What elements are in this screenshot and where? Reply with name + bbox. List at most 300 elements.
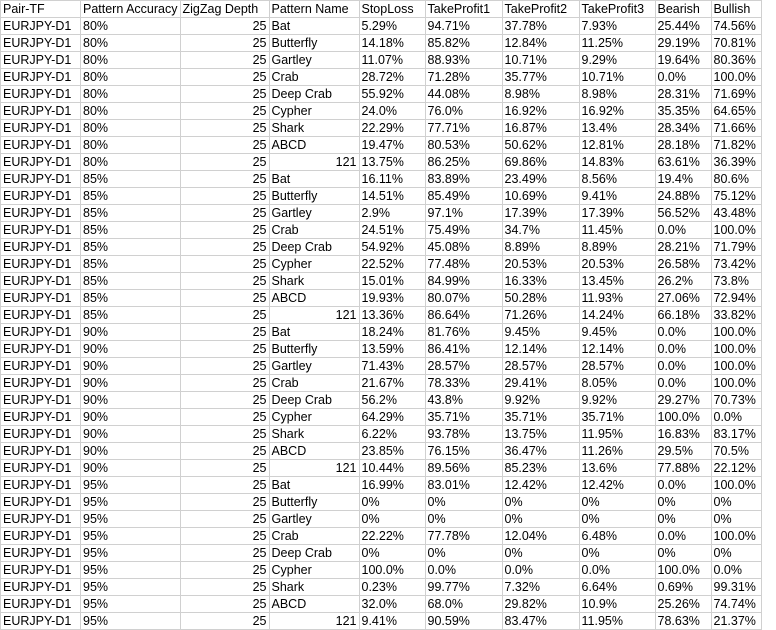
takeprofit1-cell[interactable]: 83.89% xyxy=(425,171,502,188)
takeprofit3-cell[interactable]: 35.71% xyxy=(579,409,655,426)
takeprofit3-cell[interactable]: 28.57% xyxy=(579,358,655,375)
bearish-cell[interactable]: 29.19% xyxy=(655,35,711,52)
pattern-name-cell[interactable]: Crab xyxy=(269,528,359,545)
takeprofit1-cell[interactable]: 85.49% xyxy=(425,188,502,205)
pair-tf-cell[interactable]: EURJPY-D1 xyxy=(1,290,81,307)
takeprofit1-cell[interactable]: 86.64% xyxy=(425,307,502,324)
pair-tf-cell[interactable]: EURJPY-D1 xyxy=(1,35,81,52)
bearish-cell[interactable]: 0.0% xyxy=(655,341,711,358)
bearish-cell[interactable]: 0.69% xyxy=(655,579,711,596)
takeprofit3-cell[interactable]: 6.64% xyxy=(579,579,655,596)
takeprofit3-cell[interactable]: 13.4% xyxy=(579,120,655,137)
takeprofit2-cell[interactable]: 29.82% xyxy=(502,596,579,613)
pattern-accuracy-cell[interactable]: 95% xyxy=(81,579,181,596)
takeprofit2-cell[interactable]: 7.32% xyxy=(502,579,579,596)
pair-tf-cell[interactable]: EURJPY-D1 xyxy=(1,137,81,154)
pair-tf-cell[interactable]: EURJPY-D1 xyxy=(1,528,81,545)
takeprofit2-cell[interactable]: 35.77% xyxy=(502,69,579,86)
stoploss-cell[interactable]: 16.99% xyxy=(359,477,425,494)
pattern-accuracy-cell[interactable]: 90% xyxy=(81,409,181,426)
pair-tf-cell[interactable]: EURJPY-D1 xyxy=(1,18,81,35)
takeprofit3-cell[interactable]: 0% xyxy=(579,511,655,528)
pattern-accuracy-cell[interactable]: 90% xyxy=(81,324,181,341)
pattern-accuracy-cell[interactable]: 80% xyxy=(81,86,181,103)
pair-tf-cell[interactable]: EURJPY-D1 xyxy=(1,256,81,273)
stoploss-cell[interactable]: 9.41% xyxy=(359,613,425,630)
bearish-cell[interactable]: 0.0% xyxy=(655,477,711,494)
stoploss-cell[interactable]: 18.24% xyxy=(359,324,425,341)
takeprofit1-cell[interactable]: 86.41% xyxy=(425,341,502,358)
pattern-name-cell[interactable]: Cypher xyxy=(269,409,359,426)
pattern-accuracy-cell[interactable]: 80% xyxy=(81,69,181,86)
takeprofit2-cell[interactable]: 17.39% xyxy=(502,205,579,222)
pattern-name-cell[interactable]: Deep Crab xyxy=(269,86,359,103)
zigzag-depth-cell[interactable]: 25 xyxy=(180,256,269,273)
stoploss-cell[interactable]: 100.0% xyxy=(359,562,425,579)
pattern-accuracy-cell[interactable]: 85% xyxy=(81,222,181,239)
takeprofit2-cell[interactable]: 10.71% xyxy=(502,52,579,69)
takeprofit2-cell[interactable]: 12.04% xyxy=(502,528,579,545)
pair-tf-cell[interactable]: EURJPY-D1 xyxy=(1,86,81,103)
pair-tf-cell[interactable]: EURJPY-D1 xyxy=(1,409,81,426)
takeprofit3-cell[interactable]: 16.92% xyxy=(579,103,655,120)
zigzag-depth-cell[interactable]: 25 xyxy=(180,528,269,545)
bearish-cell[interactable]: 26.2% xyxy=(655,273,711,290)
pattern-accuracy-cell[interactable]: 80% xyxy=(81,52,181,69)
zigzag-depth-cell[interactable]: 25 xyxy=(180,273,269,290)
stoploss-cell[interactable]: 19.47% xyxy=(359,137,425,154)
pattern-accuracy-cell[interactable]: 95% xyxy=(81,596,181,613)
takeprofit1-cell[interactable]: 81.76% xyxy=(425,324,502,341)
stoploss-cell[interactable]: 13.59% xyxy=(359,341,425,358)
bearish-cell[interactable]: 0% xyxy=(655,494,711,511)
pattern-accuracy-cell[interactable]: 90% xyxy=(81,375,181,392)
bearish-cell[interactable]: 0.0% xyxy=(655,222,711,239)
zigzag-depth-cell[interactable]: 25 xyxy=(180,52,269,69)
pattern-name-cell[interactable]: Deep Crab xyxy=(269,239,359,256)
pattern-accuracy-cell[interactable]: 80% xyxy=(81,103,181,120)
stoploss-cell[interactable]: 32.0% xyxy=(359,596,425,613)
bearish-cell[interactable]: 0.0% xyxy=(655,528,711,545)
stoploss-cell[interactable]: 22.52% xyxy=(359,256,425,273)
takeprofit3-cell[interactable]: 10.71% xyxy=(579,69,655,86)
stoploss-cell[interactable]: 28.72% xyxy=(359,69,425,86)
takeprofit2-cell[interactable]: 10.69% xyxy=(502,188,579,205)
takeprofit1-cell[interactable]: 80.07% xyxy=(425,290,502,307)
takeprofit1-cell[interactable]: 80.53% xyxy=(425,137,502,154)
stoploss-cell[interactable]: 0% xyxy=(359,494,425,511)
takeprofit1-cell[interactable]: 90.59% xyxy=(425,613,502,630)
pattern-accuracy-cell[interactable]: 95% xyxy=(81,528,181,545)
pair-tf-cell[interactable]: EURJPY-D1 xyxy=(1,239,81,256)
pattern-name-cell[interactable]: Cypher xyxy=(269,562,359,579)
bullish-cell[interactable]: 74.56% xyxy=(711,18,761,35)
pattern-name-cell[interactable]: Bat xyxy=(269,18,359,35)
stoploss-cell[interactable]: 0% xyxy=(359,511,425,528)
takeprofit2-cell[interactable]: 8.98% xyxy=(502,86,579,103)
takeprofit3-cell[interactable]: 8.56% xyxy=(579,171,655,188)
pair-tf-cell[interactable]: EURJPY-D1 xyxy=(1,358,81,375)
takeprofit2-cell[interactable]: 83.47% xyxy=(502,613,579,630)
takeprofit2-cell[interactable]: 8.89% xyxy=(502,239,579,256)
takeprofit3-cell[interactable]: 8.89% xyxy=(579,239,655,256)
pattern-name-cell[interactable]: Crab xyxy=(269,222,359,239)
takeprofit3-cell[interactable]: 11.93% xyxy=(579,290,655,307)
stoploss-cell[interactable]: 14.18% xyxy=(359,35,425,52)
takeprofit1-cell[interactable]: 0% xyxy=(425,494,502,511)
pattern-accuracy-cell[interactable]: 85% xyxy=(81,273,181,290)
takeprofit3-cell[interactable]: 8.05% xyxy=(579,375,655,392)
pattern-accuracy-cell[interactable]: 80% xyxy=(81,120,181,137)
stoploss-cell[interactable]: 6.22% xyxy=(359,426,425,443)
zigzag-depth-cell[interactable]: 25 xyxy=(180,188,269,205)
pair-tf-cell[interactable]: EURJPY-D1 xyxy=(1,494,81,511)
pattern-name-cell[interactable]: Gartley xyxy=(269,52,359,69)
zigzag-depth-cell[interactable]: 25 xyxy=(180,409,269,426)
bullish-cell[interactable]: 99.31% xyxy=(711,579,761,596)
pattern-accuracy-cell[interactable]: 95% xyxy=(81,494,181,511)
bullish-cell[interactable]: 0.0% xyxy=(711,562,761,579)
zigzag-depth-cell[interactable] xyxy=(180,307,269,324)
takeprofit2-cell[interactable]: 0% xyxy=(502,511,579,528)
takeprofit3-cell[interactable]: 12.42% xyxy=(579,477,655,494)
pair-tf-cell[interactable]: EURJPY-D1 xyxy=(1,426,81,443)
pattern-name-cell[interactable]: 121 xyxy=(269,307,359,324)
bullish-cell[interactable]: 73.8% xyxy=(711,273,761,290)
pattern-name-cell[interactable]: Shark xyxy=(269,579,359,596)
pattern-name-cell[interactable]: Gartley xyxy=(269,205,359,222)
pattern-name-cell[interactable]: Butterfly xyxy=(269,494,359,511)
pattern-name-cell[interactable]: ABCD xyxy=(269,137,359,154)
takeprofit2-cell[interactable]: 16.87% xyxy=(502,120,579,137)
zigzag-depth-cell[interactable]: 25 xyxy=(180,69,269,86)
header-pattern-name[interactable]: Pattern Name xyxy=(269,1,359,18)
takeprofit2-cell[interactable]: 50.62% xyxy=(502,137,579,154)
takeprofit3-cell[interactable]: 7.93% xyxy=(579,18,655,35)
zigzag-depth-cell[interactable]: 25 xyxy=(180,120,269,137)
pair-tf-cell[interactable]: EURJPY-D1 xyxy=(1,69,81,86)
stoploss-cell[interactable]: 10.44% xyxy=(359,460,425,477)
takeprofit2-cell[interactable]: 0% xyxy=(502,494,579,511)
bearish-cell[interactable]: 0% xyxy=(655,545,711,562)
zigzag-depth-cell[interactable]: 25 xyxy=(180,494,269,511)
bearish-cell[interactable]: 0.0% xyxy=(655,358,711,375)
pair-tf-cell[interactable]: EURJPY-D1 xyxy=(1,511,81,528)
takeprofit2-cell[interactable]: 34.7% xyxy=(502,222,579,239)
takeprofit2-cell[interactable]: 9.45% xyxy=(502,324,579,341)
zigzag-depth-cell[interactable]: 25 xyxy=(180,477,269,494)
pattern-accuracy-cell[interactable]: 90% xyxy=(81,392,181,409)
pattern-accuracy-cell[interactable]: 90% xyxy=(81,443,181,460)
pattern-accuracy-cell[interactable]: 85% xyxy=(81,171,181,188)
bearish-cell[interactable]: 25.26% xyxy=(655,596,711,613)
takeprofit3-cell[interactable]: 13.6% xyxy=(579,460,655,477)
takeprofit2-cell[interactable]: 16.33% xyxy=(502,273,579,290)
takeprofit3-cell[interactable]: 11.25% xyxy=(579,35,655,52)
bullish-cell[interactable]: 72.94% xyxy=(711,290,761,307)
takeprofit1-cell[interactable]: 44.08% xyxy=(425,86,502,103)
stoploss-cell[interactable]: 11.07% xyxy=(359,52,425,69)
zigzag-depth-cell[interactable]: 25 xyxy=(180,103,269,120)
zigzag-depth-cell[interactable]: 25 xyxy=(180,596,269,613)
pattern-name-cell[interactable]: Shark xyxy=(269,120,359,137)
bearish-cell[interactable]: 19.64% xyxy=(655,52,711,69)
bearish-cell[interactable]: 0% xyxy=(655,511,711,528)
zigzag-depth-cell[interactable]: 25 xyxy=(180,35,269,52)
bullish-cell[interactable]: 70.5% xyxy=(711,443,761,460)
header-stoploss[interactable]: StopLoss xyxy=(359,1,425,18)
takeprofit1-cell[interactable]: 93.78% xyxy=(425,426,502,443)
stoploss-cell[interactable]: 24.0% xyxy=(359,103,425,120)
takeprofit1-cell[interactable]: 77.78% xyxy=(425,528,502,545)
pair-tf-cell[interactable]: EURJPY-D1 xyxy=(1,154,81,171)
zigzag-depth-cell[interactable]: 25 xyxy=(180,562,269,579)
takeprofit3-cell[interactable]: 11.95% xyxy=(579,613,655,630)
bullish-cell[interactable]: 22.12% xyxy=(711,460,761,477)
pattern-accuracy-cell[interactable]: 85% xyxy=(81,256,181,273)
zigzag-depth-cell[interactable] xyxy=(180,154,269,171)
bullish-cell[interactable]: 33.82% xyxy=(711,307,761,324)
bearish-cell[interactable]: 29.5% xyxy=(655,443,711,460)
bullish-cell[interactable]: 70.73% xyxy=(711,392,761,409)
bullish-cell[interactable]: 0% xyxy=(711,545,761,562)
stoploss-cell[interactable]: 71.43% xyxy=(359,358,425,375)
takeprofit2-cell[interactable]: 20.53% xyxy=(502,256,579,273)
takeprofit1-cell[interactable]: 76.15% xyxy=(425,443,502,460)
pattern-name-cell[interactable]: 121 xyxy=(269,613,359,630)
header-bearish[interactable]: Bearish xyxy=(655,1,711,18)
zigzag-depth-cell[interactable]: 25 xyxy=(180,239,269,256)
zigzag-depth-cell[interactable]: 25 xyxy=(180,392,269,409)
takeprofit3-cell[interactable]: 6.48% xyxy=(579,528,655,545)
pair-tf-cell[interactable]: EURJPY-D1 xyxy=(1,103,81,120)
stoploss-cell[interactable]: 14.51% xyxy=(359,188,425,205)
stoploss-cell[interactable]: 22.29% xyxy=(359,120,425,137)
takeprofit1-cell[interactable]: 86.25% xyxy=(425,154,502,171)
takeprofit3-cell[interactable]: 14.83% xyxy=(579,154,655,171)
zigzag-depth-cell[interactable]: 25 xyxy=(180,511,269,528)
takeprofit3-cell[interactable]: 20.53% xyxy=(579,256,655,273)
pair-tf-cell[interactable]: EURJPY-D1 xyxy=(1,324,81,341)
bearish-cell[interactable]: 100.0% xyxy=(655,409,711,426)
bearish-cell[interactable]: 63.61% xyxy=(655,154,711,171)
bullish-cell[interactable]: 43.48% xyxy=(711,205,761,222)
takeprofit2-cell[interactable]: 23.49% xyxy=(502,171,579,188)
bullish-cell[interactable]: 100.0% xyxy=(711,69,761,86)
bullish-cell[interactable]: 0% xyxy=(711,511,761,528)
bullish-cell[interactable]: 70.81% xyxy=(711,35,761,52)
takeprofit1-cell[interactable]: 97.1% xyxy=(425,205,502,222)
pattern-accuracy-cell[interactable]: 85% xyxy=(81,188,181,205)
pair-tf-cell[interactable]: EURJPY-D1 xyxy=(1,205,81,222)
pattern-name-cell[interactable]: Butterfly xyxy=(269,341,359,358)
takeprofit1-cell[interactable]: 45.08% xyxy=(425,239,502,256)
takeprofit3-cell[interactable]: 9.41% xyxy=(579,188,655,205)
stoploss-cell[interactable]: 2.9% xyxy=(359,205,425,222)
bearish-cell[interactable]: 27.06% xyxy=(655,290,711,307)
bullish-cell[interactable]: 100.0% xyxy=(711,358,761,375)
bearish-cell[interactable]: 56.52% xyxy=(655,205,711,222)
takeprofit2-cell[interactable]: 16.92% xyxy=(502,103,579,120)
takeprofit2-cell[interactable]: 0% xyxy=(502,545,579,562)
takeprofit3-cell[interactable]: 0% xyxy=(579,545,655,562)
pattern-accuracy-cell[interactable]: 80% xyxy=(81,154,181,171)
stoploss-cell[interactable]: 16.11% xyxy=(359,171,425,188)
bearish-cell[interactable]: 0.0% xyxy=(655,324,711,341)
zigzag-depth-cell[interactable] xyxy=(180,613,269,630)
bearish-cell[interactable]: 28.34% xyxy=(655,120,711,137)
bullish-cell[interactable]: 100.0% xyxy=(711,528,761,545)
stoploss-cell[interactable]: 13.36% xyxy=(359,307,425,324)
pattern-accuracy-cell[interactable]: 95% xyxy=(81,511,181,528)
bearish-cell[interactable]: 100.0% xyxy=(655,562,711,579)
pattern-name-cell[interactable]: Butterfly xyxy=(269,188,359,205)
takeprofit1-cell[interactable]: 75.49% xyxy=(425,222,502,239)
zigzag-depth-cell[interactable]: 25 xyxy=(180,137,269,154)
pattern-name-cell[interactable]: ABCD xyxy=(269,290,359,307)
takeprofit1-cell[interactable]: 78.33% xyxy=(425,375,502,392)
takeprofit3-cell[interactable]: 12.14% xyxy=(579,341,655,358)
header-bullish[interactable]: Bullish xyxy=(711,1,761,18)
takeprofit1-cell[interactable]: 28.57% xyxy=(425,358,502,375)
takeprofit1-cell[interactable]: 68.0% xyxy=(425,596,502,613)
takeprofit2-cell[interactable]: 69.86% xyxy=(502,154,579,171)
bullish-cell[interactable]: 21.37% xyxy=(711,613,761,630)
takeprofit3-cell[interactable]: 14.24% xyxy=(579,307,655,324)
stoploss-cell[interactable]: 22.22% xyxy=(359,528,425,545)
zigzag-depth-cell[interactable]: 25 xyxy=(180,222,269,239)
pair-tf-cell[interactable]: EURJPY-D1 xyxy=(1,596,81,613)
takeprofit1-cell[interactable]: 35.71% xyxy=(425,409,502,426)
takeprofit2-cell[interactable]: 71.26% xyxy=(502,307,579,324)
bullish-cell[interactable]: 83.17% xyxy=(711,426,761,443)
pair-tf-cell[interactable]: EURJPY-D1 xyxy=(1,545,81,562)
takeprofit3-cell[interactable]: 0% xyxy=(579,494,655,511)
zigzag-depth-cell[interactable]: 25 xyxy=(180,443,269,460)
zigzag-depth-cell[interactable]: 25 xyxy=(180,358,269,375)
pattern-name-cell[interactable]: Crab xyxy=(269,69,359,86)
bullish-cell[interactable]: 80.6% xyxy=(711,171,761,188)
takeprofit2-cell[interactable]: 0.0% xyxy=(502,562,579,579)
pair-tf-cell[interactable]: EURJPY-D1 xyxy=(1,460,81,477)
pair-tf-cell[interactable]: EURJPY-D1 xyxy=(1,120,81,137)
takeprofit3-cell[interactable]: 0.0% xyxy=(579,562,655,579)
zigzag-depth-cell[interactable]: 25 xyxy=(180,341,269,358)
takeprofit1-cell[interactable]: 89.56% xyxy=(425,460,502,477)
pattern-name-cell[interactable]: Deep Crab xyxy=(269,392,359,409)
bullish-cell[interactable]: 75.12% xyxy=(711,188,761,205)
pattern-name-cell[interactable]: Cypher xyxy=(269,256,359,273)
pair-tf-cell[interactable]: EURJPY-D1 xyxy=(1,188,81,205)
bullish-cell[interactable]: 100.0% xyxy=(711,375,761,392)
takeprofit3-cell[interactable]: 9.45% xyxy=(579,324,655,341)
takeprofit2-cell[interactable]: 13.75% xyxy=(502,426,579,443)
takeprofit3-cell[interactable]: 9.29% xyxy=(579,52,655,69)
takeprofit1-cell[interactable]: 76.0% xyxy=(425,103,502,120)
stoploss-cell[interactable]: 54.92% xyxy=(359,239,425,256)
zigzag-depth-cell[interactable]: 25 xyxy=(180,86,269,103)
takeprofit1-cell[interactable]: 0.0% xyxy=(425,562,502,579)
stoploss-cell[interactable]: 55.92% xyxy=(359,86,425,103)
pattern-accuracy-cell[interactable]: 80% xyxy=(81,137,181,154)
bullish-cell[interactable]: 71.79% xyxy=(711,239,761,256)
takeprofit1-cell[interactable]: 0% xyxy=(425,545,502,562)
pattern-accuracy-cell[interactable]: 90% xyxy=(81,426,181,443)
pattern-name-cell[interactable]: Bat xyxy=(269,477,359,494)
zigzag-depth-cell[interactable] xyxy=(180,460,269,477)
stoploss-cell[interactable]: 64.29% xyxy=(359,409,425,426)
pattern-accuracy-cell[interactable]: 80% xyxy=(81,18,181,35)
stoploss-cell[interactable]: 19.93% xyxy=(359,290,425,307)
bullish-cell[interactable]: 71.69% xyxy=(711,86,761,103)
pattern-accuracy-cell[interactable]: 85% xyxy=(81,307,181,324)
takeprofit3-cell[interactable]: 11.26% xyxy=(579,443,655,460)
pattern-name-cell[interactable]: Crab xyxy=(269,375,359,392)
bullish-cell[interactable]: 0% xyxy=(711,494,761,511)
bearish-cell[interactable]: 28.31% xyxy=(655,86,711,103)
header-takeprofit1[interactable]: TakeProfit1 xyxy=(425,1,502,18)
takeprofit3-cell[interactable]: 8.98% xyxy=(579,86,655,103)
bearish-cell[interactable]: 0.0% xyxy=(655,69,711,86)
pattern-accuracy-cell[interactable]: 85% xyxy=(81,239,181,256)
stoploss-cell[interactable]: 15.01% xyxy=(359,273,425,290)
bullish-cell[interactable]: 100.0% xyxy=(711,477,761,494)
stoploss-cell[interactable]: 23.85% xyxy=(359,443,425,460)
pattern-accuracy-cell[interactable]: 95% xyxy=(81,477,181,494)
takeprofit1-cell[interactable]: 43.8% xyxy=(425,392,502,409)
pair-tf-cell[interactable]: EURJPY-D1 xyxy=(1,171,81,188)
bearish-cell[interactable]: 78.63% xyxy=(655,613,711,630)
takeprofit2-cell[interactable]: 29.41% xyxy=(502,375,579,392)
bullish-cell[interactable]: 73.42% xyxy=(711,256,761,273)
takeprofit1-cell[interactable]: 77.48% xyxy=(425,256,502,273)
pattern-accuracy-cell[interactable]: 90% xyxy=(81,358,181,375)
pattern-name-cell[interactable]: ABCD xyxy=(269,596,359,613)
bearish-cell[interactable]: 26.58% xyxy=(655,256,711,273)
pair-tf-cell[interactable]: EURJPY-D1 xyxy=(1,52,81,69)
pattern-accuracy-cell[interactable]: 95% xyxy=(81,562,181,579)
pattern-name-cell[interactable]: 121 xyxy=(269,460,359,477)
takeprofit1-cell[interactable]: 85.82% xyxy=(425,35,502,52)
takeprofit2-cell[interactable]: 50.28% xyxy=(502,290,579,307)
pattern-name-cell[interactable]: 121 xyxy=(269,154,359,171)
zigzag-depth-cell[interactable]: 25 xyxy=(180,426,269,443)
pair-tf-cell[interactable]: EURJPY-D1 xyxy=(1,392,81,409)
zigzag-depth-cell[interactable]: 25 xyxy=(180,375,269,392)
zigzag-depth-cell[interactable]: 25 xyxy=(180,545,269,562)
bearish-cell[interactable]: 25.44% xyxy=(655,18,711,35)
header-takeprofit3[interactable]: TakeProfit3 xyxy=(579,1,655,18)
takeprofit2-cell[interactable]: 37.78% xyxy=(502,18,579,35)
stoploss-cell[interactable]: 21.67% xyxy=(359,375,425,392)
pair-tf-cell[interactable]: EURJPY-D1 xyxy=(1,562,81,579)
takeprofit1-cell[interactable]: 83.01% xyxy=(425,477,502,494)
takeprofit3-cell[interactable]: 13.45% xyxy=(579,273,655,290)
bullish-cell[interactable]: 64.65% xyxy=(711,103,761,120)
pair-tf-cell[interactable]: EURJPY-D1 xyxy=(1,222,81,239)
takeprofit1-cell[interactable]: 84.99% xyxy=(425,273,502,290)
pair-tf-cell[interactable]: EURJPY-D1 xyxy=(1,579,81,596)
stoploss-cell[interactable]: 24.51% xyxy=(359,222,425,239)
pattern-accuracy-cell[interactable]: 80% xyxy=(81,35,181,52)
zigzag-depth-cell[interactable]: 25 xyxy=(180,579,269,596)
bullish-cell[interactable]: 0.0% xyxy=(711,409,761,426)
pattern-name-cell[interactable]: Shark xyxy=(269,426,359,443)
takeprofit2-cell[interactable]: 12.84% xyxy=(502,35,579,52)
pattern-accuracy-cell[interactable]: 95% xyxy=(81,613,181,630)
takeprofit3-cell[interactable]: 11.95% xyxy=(579,426,655,443)
pattern-accuracy-cell[interactable]: 85% xyxy=(81,205,181,222)
